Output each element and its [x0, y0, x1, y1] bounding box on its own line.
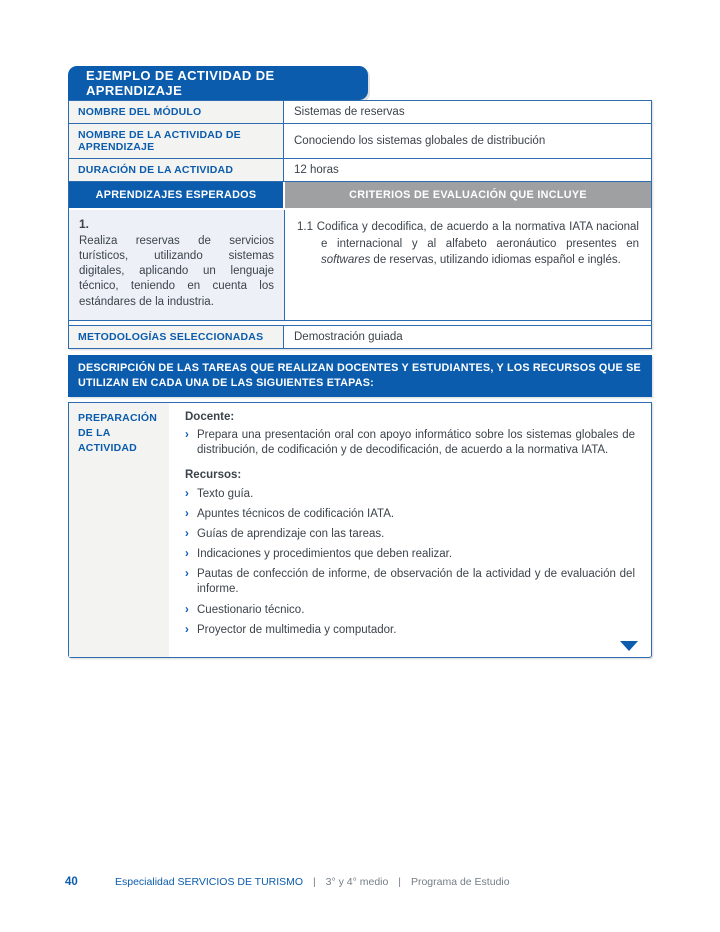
footer-separator: |: [398, 876, 402, 888]
list-item: › Prepara una presentación oral con apoyo informático sobre los sistemas globales de distribución, de codificación y de decodificación, de acuerdo a la normativa IATA.: [185, 428, 635, 458]
footer-separator: |: [313, 876, 316, 888]
criteria-number: 1.1: [297, 221, 313, 233]
row-label: NOMBRE DE LA ACTIVIDAD DE APRENDIZAJE: [69, 124, 284, 158]
learning-cell: [69, 210, 285, 320]
bullet-icon: ›: [185, 603, 189, 616]
criteria-text: [297, 219, 639, 269]
row-value: Demostración guiada: [294, 330, 403, 343]
description-banner: DESCRIPCIÓN DE LAS TAREAS QUE REALIZAN DOCENTES Y ESTUDIANTES, Y LOS RECURSOS QUE SE UTILIZAN EN CADA UNA DE LAS SIGUIENTES ETAPAS:: [68, 355, 652, 397]
bullet-icon: ›: [185, 527, 189, 540]
activity-table: [68, 100, 652, 349]
column-headers: [69, 182, 651, 210]
list-item: › Cuestionario técnico.: [185, 603, 635, 618]
table-row-methodology: [69, 325, 651, 348]
preparation-section: [68, 402, 652, 658]
preparation-label: PREPARACIÓN DE LA ACTIVIDAD: [69, 403, 169, 657]
page-number: 40: [65, 876, 78, 888]
row-value: 12 horas: [294, 164, 339, 176]
learning-criteria-row: [69, 210, 651, 321]
activity-section: [68, 66, 652, 658]
list-item: › Pautas de confección de informe, de observación de la actividad y de evaluación del informe.: [185, 567, 635, 597]
learning-text: Realiza reservas de servicios turísticos, utilizando sistemas digitales, aplicando un lenguaje técnico, teniendo en cuenta los estándares de la industria.: [79, 234, 274, 308]
list-item: › Guías de aprendizaje con las tareas.: [185, 527, 635, 542]
bullet-icon: ›: [185, 429, 189, 442]
row-label: DURACIÓN DE LA ACTIVIDAD: [69, 159, 284, 181]
docente-heading: Docente:: [185, 410, 235, 423]
table-row-activity-name: [69, 124, 651, 159]
criteria-text-end: de reservas, utilizando idiomas español e inglés.: [373, 254, 621, 267]
list-item: › Indicaciones y procedimientos que deben realizar.: [185, 547, 635, 562]
row-label: NOMBRE DEL MÓDULO: [69, 101, 284, 123]
bullet-icon: ›: [185, 568, 189, 581]
list-item: › Apuntes técnicos de codificación IATA.: [185, 507, 635, 522]
learning-header: APRENDIZAJES ESPERADOS: [69, 182, 285, 208]
row-value: Sistemas de reservas: [294, 106, 405, 118]
bullet-icon: ›: [185, 507, 189, 520]
criteria-header: CRITERIOS DE EVALUACIÓN QUE INCLUYE: [285, 182, 651, 208]
list-item: › Proyector de multimedia y computador.: [185, 623, 635, 638]
footer-specialty: Especialidad SERVICIOS DE TURISMO: [115, 876, 304, 888]
footer-program: Programa de Estudio: [410, 876, 510, 888]
footer-text: [115, 876, 510, 888]
section-tab-title: EJEMPLO DE ACTIVIDAD DE APRENDIZAJE: [86, 68, 275, 98]
table-row-duration: [69, 159, 651, 182]
bullet-icon: ›: [185, 548, 189, 561]
criteria-text-start: Codifica y decodifica, de acuerdo a la normativa IATA nacional e internacional y al alfabeto aeronáutico presentes en: [316, 221, 639, 250]
recursos-heading: Recursos:: [185, 469, 242, 482]
criteria-cell: [285, 210, 651, 320]
page-footer: [65, 876, 510, 888]
bullet-icon: ›: [185, 487, 189, 500]
footer-grade: 3° y 4° medio: [325, 876, 389, 888]
row-value: Conociendo los sistemas globales de distribución: [294, 135, 546, 147]
row-label: METODOLOGÍAS SELECCIONADAS: [69, 326, 284, 348]
preparation-content: [169, 403, 651, 657]
section-tab: [68, 66, 368, 100]
list-item: › Texto guía.: [185, 487, 635, 502]
continuation-arrow-icon: [620, 641, 638, 651]
table-row-module: [69, 101, 651, 124]
criteria-text-italic: softwares: [321, 254, 371, 267]
learning-number: 1.: [79, 217, 90, 231]
bullet-icon: ›: [185, 623, 189, 636]
